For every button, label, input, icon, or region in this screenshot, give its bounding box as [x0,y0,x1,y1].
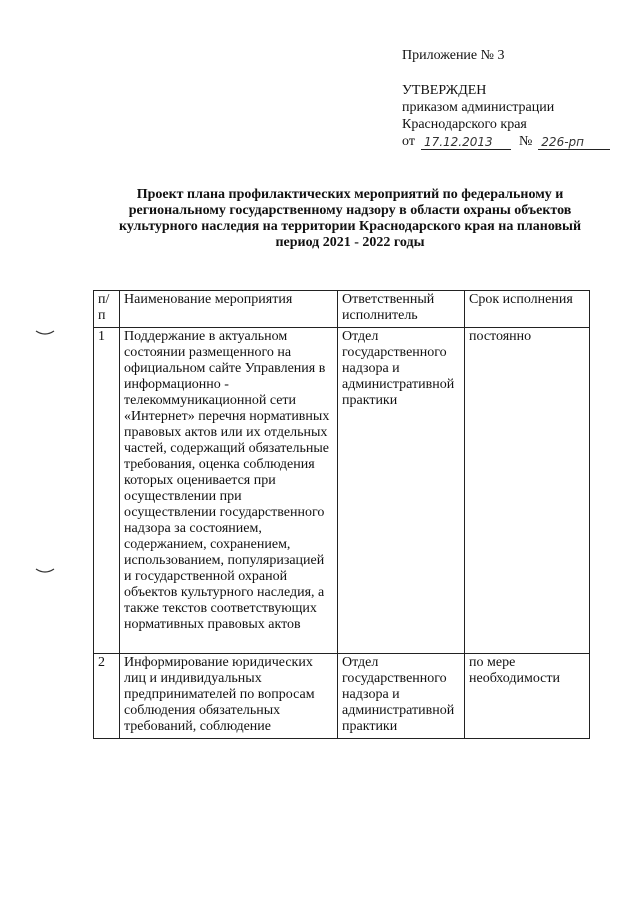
document-title: Проект плана профилактических мероприятий по федеральному и региональному государственному надзору в области охраны объектов культурного наследия на территории Краснодарского края на плановый период 2021 - 2022 годы [118,187,582,250]
from-prefix: от [402,134,415,149]
row-executor: Отдел государственного надзора и административной практики [338,328,465,654]
binding-hole-mark [34,328,56,338]
handwritten-date: 17.12.2013 [421,135,511,150]
binding-hole-mark [34,566,56,576]
order-line-2: Краснодарского края [402,117,527,132]
order-line-1: приказом администрации [402,100,555,115]
row-number: 2 [94,654,120,739]
plan-table [93,290,590,739]
table-row [94,328,590,654]
column-header-executor: Ответственный исполнитель [338,291,465,328]
row-deadline: постоянно [465,328,590,654]
row-activity: Информирование юридических лиц и индивидуальных предпринимателей по вопросам соблюдения обязательных требований, соблюдение [120,654,338,739]
column-header-name: Наименование мероприятия [120,291,338,328]
row-executor: Отдел государственного надзора и административной практики [338,654,465,739]
table-row [94,654,590,739]
approved-label: УТВЕРЖДЕН [402,83,487,98]
number-sign: № [518,134,533,149]
column-header-deadline: Срок исполнения [465,291,590,328]
handwritten-number: 226-рп [538,135,610,150]
row-deadline: по мере необходимости [465,654,590,739]
row-activity: Поддержание в актуальном состоянии размещенного на официальном сайте Управления в информационно - телекоммуникационной сети «Интернет» перечня нормативных правовых актов или их отдельных частей, содержащий обязательные требования, оценка соблюдения которых оценивается при осуществлении при осуществлении государственного надзора за состоянием, содержанием, сохранением, использованием, популяризацией и государственной охраной объектов культурного наследия, а также текстов соответствующих нормативных правовых актов [120,328,338,654]
table-header-row [94,291,590,328]
order-date-number-row [402,133,610,150]
column-header-num: п/п [94,291,120,328]
appendix-label: Приложение № 3 [402,48,505,63]
approval-block [402,82,610,150]
row-number: 1 [94,328,120,654]
